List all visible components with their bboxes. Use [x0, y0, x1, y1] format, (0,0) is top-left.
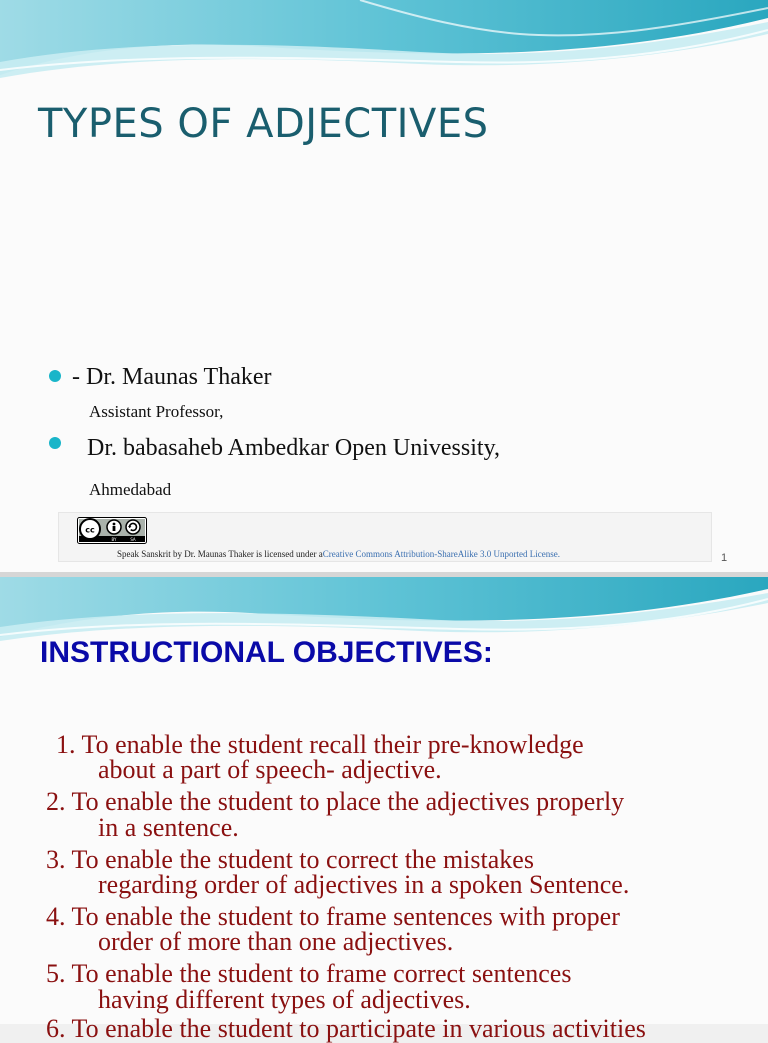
objectives-title: INSTRUCTIONAL OBJECTIVES: [40, 636, 493, 669]
author-role: Assistant Professor, [89, 402, 224, 421]
svg-text:cc: cc [85, 525, 95, 535]
svg-text:SA: SA [130, 537, 136, 542]
objective-5-line-1: 5. To enable the student to frame correct sentences [46, 959, 572, 988]
author-name: - Dr. Maunas Thaker [72, 364, 272, 390]
slide-title: TYPES OF ADJECTIVES [38, 101, 489, 147]
objective-5-line-2: having different types of adjectives. [98, 985, 471, 1014]
university-name: Dr. babasaheb Ambedkar Open Univessity, [87, 435, 501, 461]
license-prefix: Speak Sanskrit by Dr. Maunas Thaker is licensed under a [117, 549, 323, 559]
license-text [117, 549, 560, 559]
license-link[interactable]: Creative Commons Attribution-ShareAlike 3.0 Unported License. [322, 549, 561, 559]
objective-1-line-2: about a part of speech- adjective. [98, 755, 442, 784]
objective-2-line-1: 2. To enable the student to place the adjectives properly [46, 787, 625, 816]
objective-2-line-2: in a sentence. [98, 813, 239, 842]
cc-by-sa-badge-icon[interactable] [77, 517, 147, 544]
page-number: 1 [721, 552, 728, 564]
objective-4-line-2: order of more than one adjectives. [98, 927, 454, 956]
objective-1-line-1: 1. To enable the student recall their pre-knowledge [56, 730, 584, 759]
bullet-icon [49, 370, 61, 382]
objective-3-line-2: regarding order of adjectives in a spoken Sentence. [98, 870, 630, 899]
objective-4-line-1: 4. To enable the student to frame sentences with proper [46, 902, 620, 931]
header-wave-decoration [0, 0, 768, 100]
city-name: Ahmedabad [89, 480, 172, 499]
license-box [58, 512, 712, 562]
objective-6-line-1: 6. To enable the student to participate in various activities [46, 1014, 646, 1043]
objective-3-line-1: 3. To enable the student to correct the mistakes [46, 845, 534, 874]
svg-text:BY: BY [111, 537, 117, 542]
bullet-icon [49, 437, 61, 449]
